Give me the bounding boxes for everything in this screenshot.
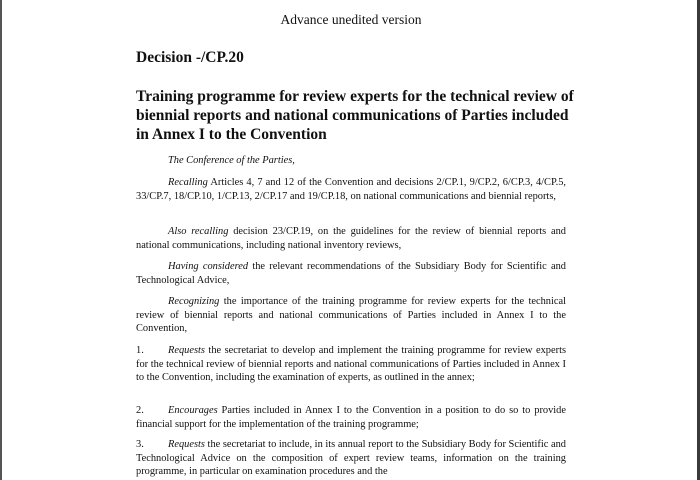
decision-number: Decision -/CP.20 <box>136 49 244 66</box>
preamble-paragraph: Recognizing the importance of the training programme for review experts for the technical review of biennial reports and national communications of Parties included in Annex I to the Convention, <box>136 296 566 335</box>
preamble-paragraph: Also recalling decision 23/CP.19, on the guidelines for the review of biennial reports and national communications, including national inventory reviews, <box>136 226 567 251</box>
preamble-paragraph: The Conference of the Parties, <box>168 155 295 166</box>
preamble-paragraph: Recalling Articles 4, 7 and 12 of the Convention and decisions 2/CP.1, 9/CP.2, 6/CP.3, 4/CP.5, 33/CP.7, 18/CP.10, 1/CP.13, 2/CP.17 and 19/CP.18, on national communications and biennial reports, <box>136 177 566 202</box>
operative-paragraph: 2. Encourages Parties included in Annex I to the Convention in a position to do so to provide financial support for the implementation of the training programme; <box>136 405 566 430</box>
document-title: Training programme for review experts for the technical review of biennial reports and national communications of Parties included in Annex I to the Convention <box>136 88 574 143</box>
preamble-paragraph: Having considered the relevant recommendations of the Subsidiary Body for Scientific and Technological Advice, <box>136 261 566 286</box>
operative-paragraph: 3. Requests the secretariat to include, in its annual report to the Subsidiary Body for Scientific and Technological Advice on the composition of expert review teams, information on the training programme, in particular on examination procedures and the <box>136 439 566 478</box>
version-header: Advance unedited version <box>280 12 422 27</box>
operative-paragraph: 1. Requests the secretariat to develop and implement the training programme for review experts for the technical review of biennial reports and national communications of Parties included in Annex I to the Convention, including the examination of experts, as outlined in the annex; <box>136 345 566 384</box>
window-left-border <box>0 0 2 480</box>
